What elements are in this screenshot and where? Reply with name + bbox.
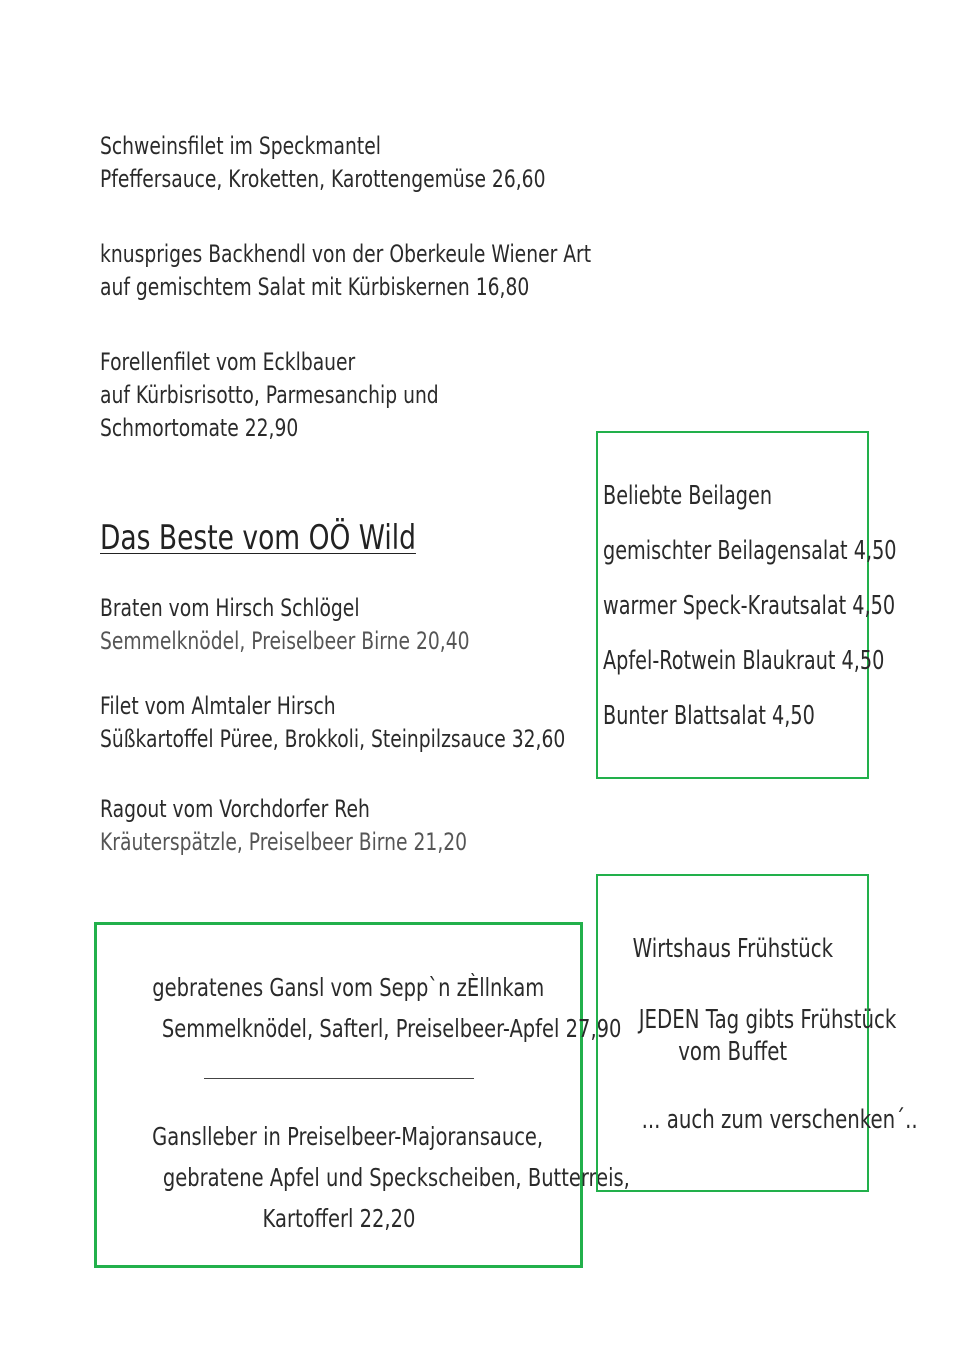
ganslleber-price: Kartofferl 22,20 [262,1204,415,1233]
dish-description: auf Kürbisrisotto, Parmesanchip und [100,381,439,409]
section-title-wild: Das Beste vom OÖ Wild [100,518,416,558]
fruehstueck-title: Wirtshaus Frühstück [632,934,833,964]
dish-name: Braten vom Hirsch Schlögel [100,594,360,622]
fruehstueck-box [596,874,918,1192]
wild-item-reh-ragout [100,793,580,859]
fruehstueck-note: ... auch zum verschenken´.. [641,1105,918,1135]
dish-name: Schweinsfilet im Speckmantel [100,132,381,160]
dish-name: Forellenfilet vom Ecklbauer [100,348,356,376]
dish-description: Kräuterspätzle, Preiselbeer Birne 21,20 [100,828,468,856]
dish-description: auf gemischtem Salat mit Kürbiskernen 16,80 [100,273,530,301]
wild-item-hirsch-braten [100,592,580,658]
divider [204,1078,474,1079]
gansl-description: Semmelknödel, Safterl, Preiselbeer-Apfel 27,90 [161,1014,622,1043]
beilage-item: warmer Speck-Krautsalat 4,50 [603,591,896,621]
wild-item-hirsch-filet [100,690,580,756]
beilage-item: Bunter Blattsalat 4,50 [603,701,815,731]
dish-name: Filet vom Almtaler Hirsch [100,692,336,720]
dish-backhendl [100,238,592,304]
dish-description: Süßkartoffel Püree, Brokkoli, Steinpilzsauce 32,60 [100,725,566,753]
gansl-box [94,922,630,1268]
ganslleber-title: Ganslleber in Preiselbeer-Majoransauce, [152,1122,544,1151]
beilage-item: gemischter Beilagensalat 4,50 [603,536,897,566]
fruehstueck-line: JEDEN Tag gibts Frühstück [638,1005,897,1035]
dish-forellenfilet [100,346,580,445]
fruehstueck-line: vom Buffet [678,1037,787,1067]
dish-description: Pfeffersauce, Kroketten, Karottengemüse 26,60 [100,165,546,193]
beilage-item: Apfel-Rotwein Blaukraut 4,50 [603,646,885,676]
dish-name: knuspriges Backhendl von der Oberkeule Wiener Art [100,240,592,268]
dish-description-cont: Schmortomate 22,90 [100,414,299,442]
beilagen-box [596,431,897,779]
beilagen-title: Beliebte Beilagen [603,481,773,511]
gansl-title: gebratenes Gansl vom Sepp`n zÈllnkam [152,973,545,1002]
dish-schweinsfilet [100,130,580,196]
dish-description: Semmelknödel, Preiselbeer Birne 20,40 [100,627,470,655]
dish-name: Ragout vom Vorchdorfer Reh [100,795,370,823]
ganslleber-description: gebratene Apfel und Speckscheiben, Butterreis, [162,1163,630,1192]
